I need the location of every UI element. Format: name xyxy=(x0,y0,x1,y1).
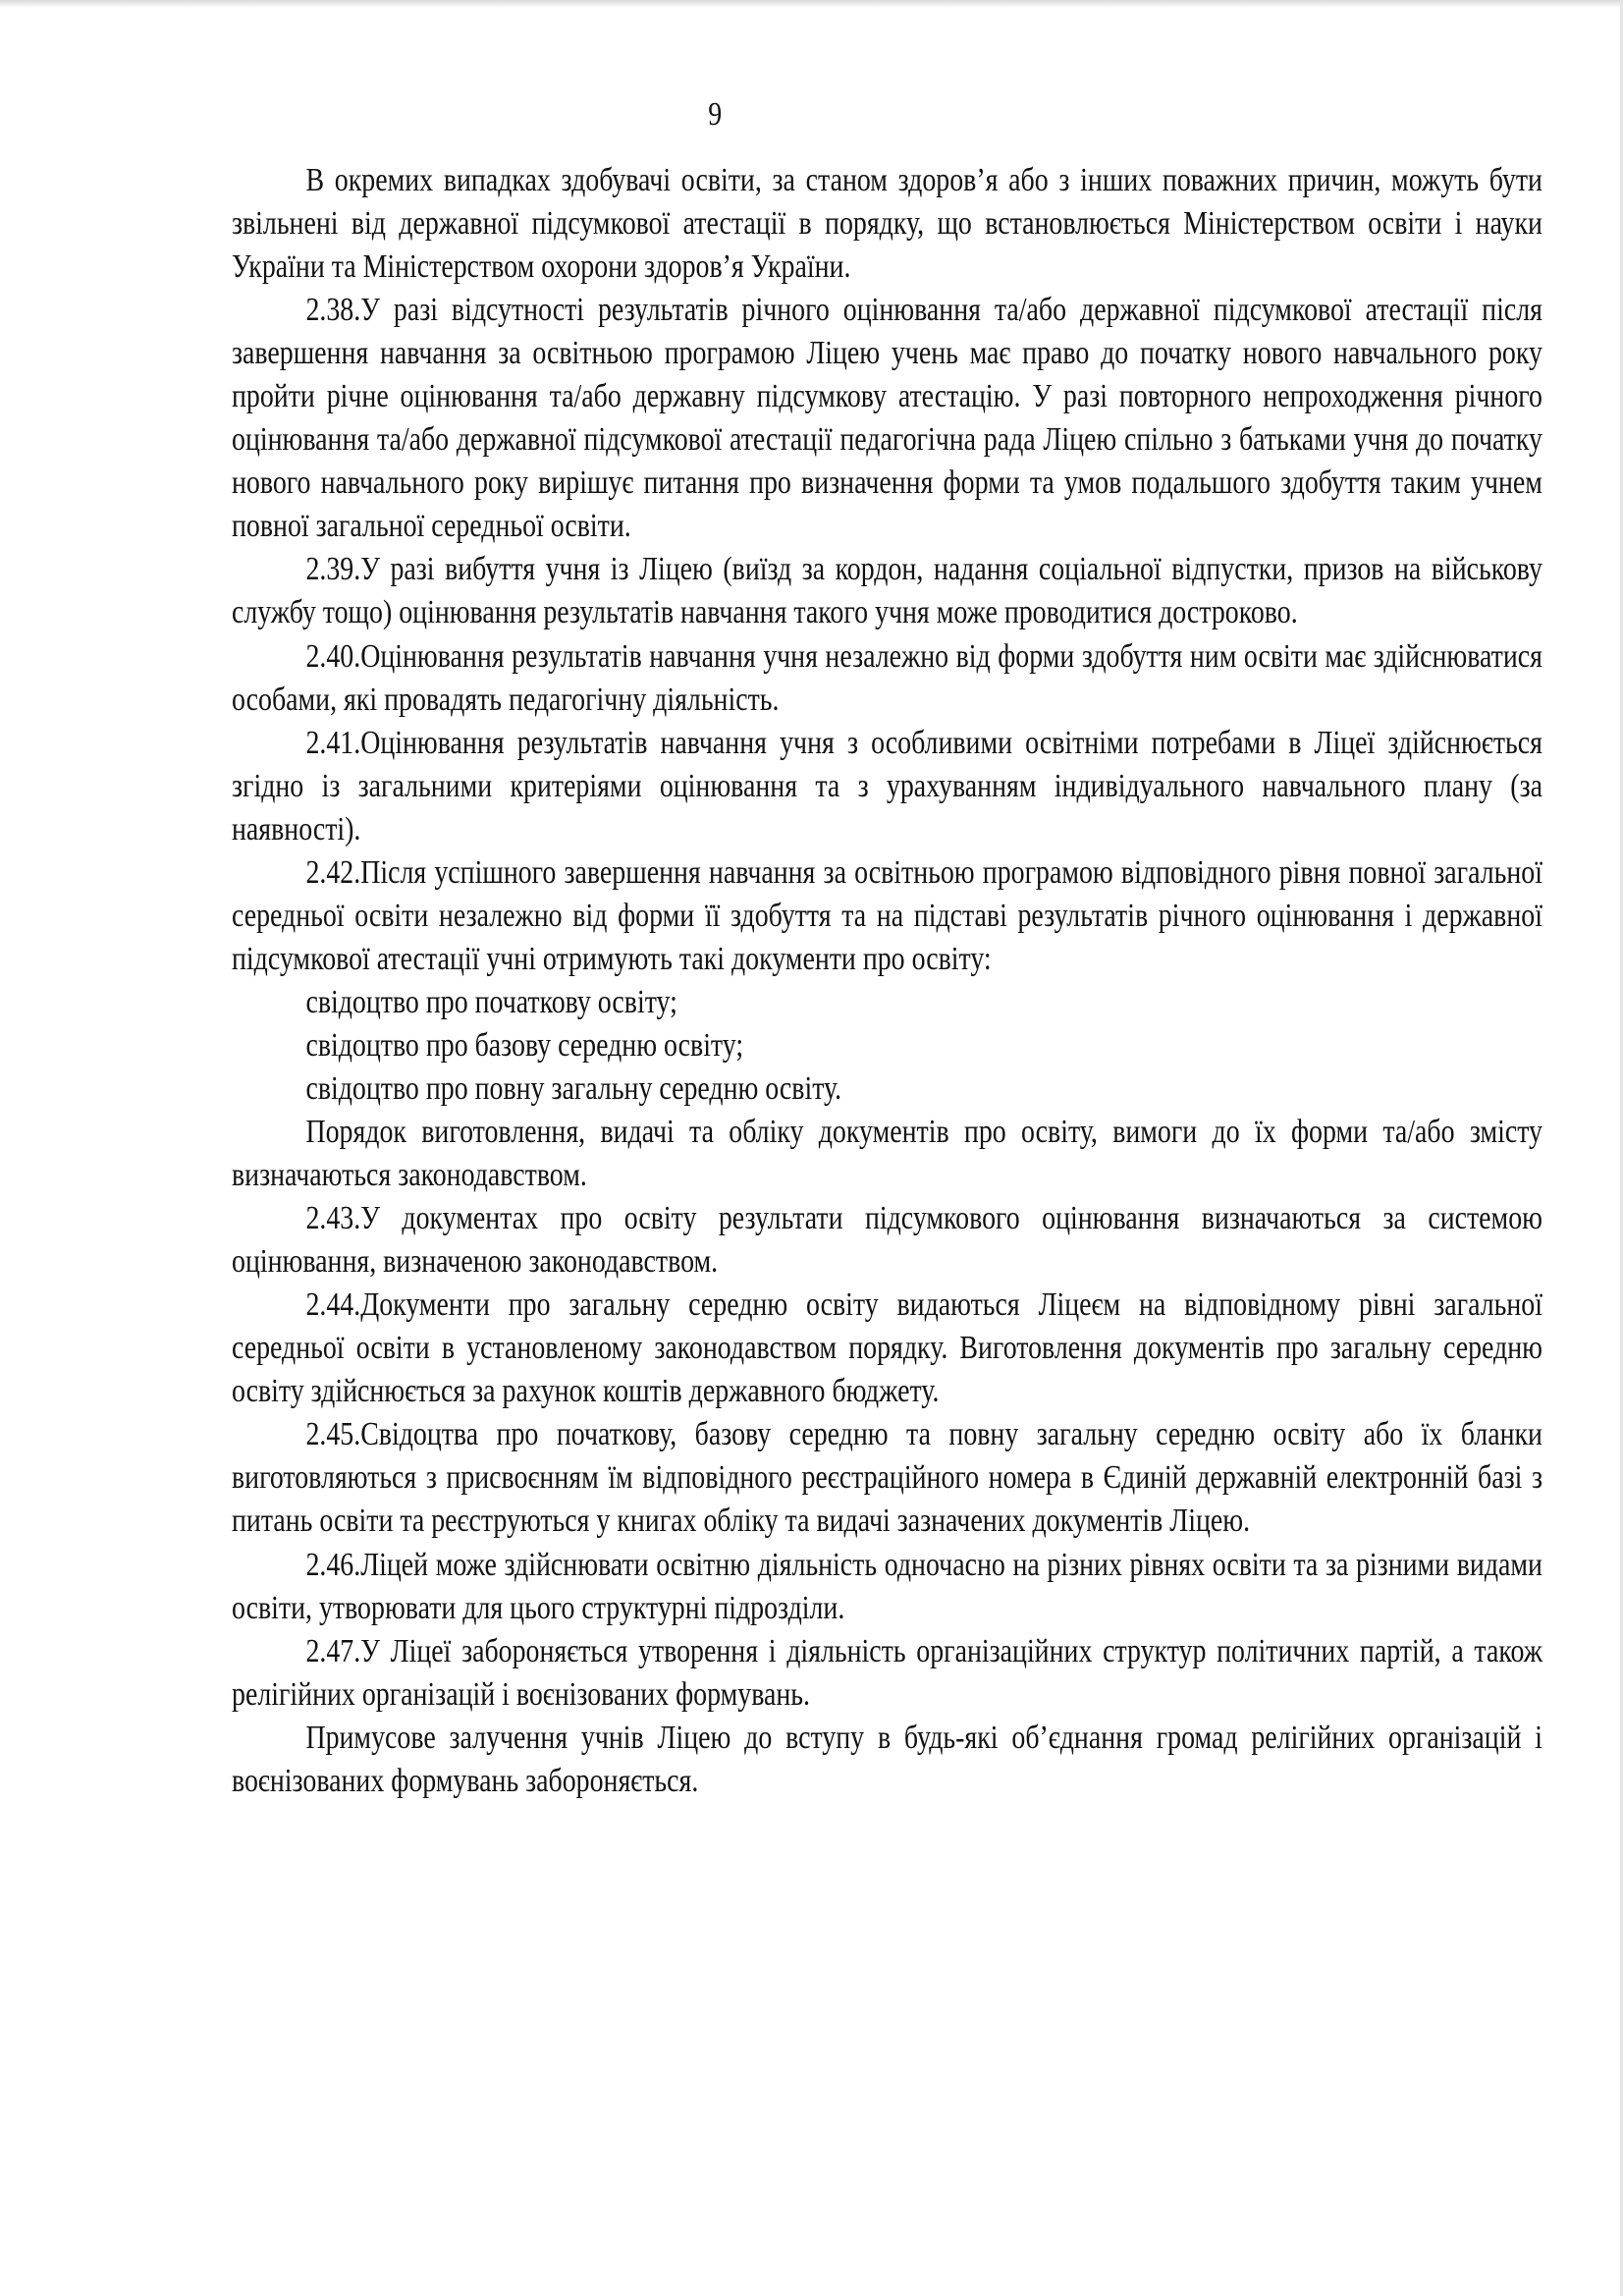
paragraph-number: 2.46. xyxy=(305,1546,361,1583)
paragraph-number: 2.38. xyxy=(305,292,361,329)
paragraph-text: В окремих випадках здобувачі освіти, за станом здоров’я або з інших поважних причин, можуть бути звільнені від державної підсумкової атестації в порядку, що встановлюється Міністерством освіти і науки України та Міністерством охорони здоров’я України. xyxy=(232,162,1542,286)
paragraph-text: У Ліцеї забороняється утворення і діяльність організаційних структур політичних партій, а також релігійних організацій і воєнізованих формувань. xyxy=(232,1632,1542,1713)
paragraph-order xyxy=(232,1111,1542,1197)
paragraph-2-45 xyxy=(232,1413,1542,1543)
paragraph-text: У разі відсутності результатів річного оцінювання та/або державної підсумкової атестації після завершення навчання за освітньою програмою Ліцею учень має право до початку нового навчального року пройти річне оцінювання та/або державну підсумкову атестацію. У разі повторного непроходження річного оцінювання та/або державної підсумкової атестації педагогічна рада Ліцею спільно з батьками учня до початку нового навчального року вирішує питання про визначення форми та умов подальшого здобуття таким учнем повної загальної середньої освіти. xyxy=(232,292,1542,545)
paragraph-2-38 xyxy=(232,289,1542,548)
paragraph-2-43 xyxy=(232,1197,1542,1284)
list-item-text: свідоцтво про початкову освіту; xyxy=(305,983,677,1020)
list-item-primary-certificate xyxy=(232,981,1542,1024)
paragraph-text: У документах про освіту результати підсумкового оцінювання визначаються за системою оцінювання, визначеною законодавством. xyxy=(232,1200,1542,1281)
paragraph-2-40 xyxy=(232,635,1542,722)
paragraph-number: 2.43. xyxy=(305,1200,361,1237)
paragraph-number: 2.42. xyxy=(305,853,361,891)
paragraph-number: 2.47. xyxy=(305,1632,361,1669)
paragraph-number: 2.41. xyxy=(305,724,361,761)
paragraph-text: Ліцей може здійснювати освітню діяльність одночасно на різних рівнях освіти та за різними видами освіти, утворювати для цього структурні підрозділи. xyxy=(232,1546,1542,1626)
paragraph-text: Порядок виготовлення, видачі та обліку документів про освіту, вимоги до їх форми та/або змісту визначаються законодавством. xyxy=(232,1114,1542,1194)
paragraph-2-41 xyxy=(232,722,1542,851)
list-item-text: свідоцтво про базову середню освіту; xyxy=(305,1026,744,1064)
paragraph-2-46 xyxy=(232,1544,1542,1630)
paragraph-text: Оцінювання результатів навчання учня з особливими освітніми потребами в Ліцеї здійснюється згідно із загальними критеріями оцінювання та з урахуванням індивідуального навчального плану (за наявності). xyxy=(232,724,1542,847)
page-number: 9 xyxy=(708,96,723,133)
paragraph-number: 2.45. xyxy=(305,1416,361,1453)
paragraph-text: Свідоцтва про початкову, базову середню та повну загальну середню освіту або їх бланки виготовляються з присвоєнням їм відповідного реєстраційного номера в Єдиній державній електронній базі з питань освіти та реєструються у книгах обліку та видачі зазначених документів Ліцею. xyxy=(232,1416,1542,1540)
list-item-full-certificate xyxy=(232,1067,1542,1111)
paragraph-intro xyxy=(232,159,1542,289)
scan-edge-top xyxy=(0,0,1623,8)
paragraph-2-47 xyxy=(232,1630,1542,1717)
document-body xyxy=(232,159,1542,1803)
paragraph-2-44 xyxy=(232,1284,1542,1413)
paragraph-number: 2.40. xyxy=(305,637,361,675)
paragraph-text: Примусове залучення учнів Ліцею до вступу в будь-які об’єднання громад релігійних організацій і воєнізованих формувань забороняється. xyxy=(232,1719,1542,1799)
paragraph-2-39 xyxy=(232,548,1542,634)
paragraph-text: Після успішного завершення навчання за освітньою програмою відповідного рівня повної загальної середньої освіти незалежно від форми її здобуття та на підставі результатів річного оцінювання і державної підсумкової атестації учні отримують такі документи про освіту: xyxy=(232,853,1542,977)
paragraph-forced-membership xyxy=(232,1717,1542,1803)
paragraph-number: 2.44. xyxy=(305,1286,361,1324)
paragraph-text: Оцінювання результатів навчання учня незалежно від форми здобуття ним освіти має здійснюватися особами, які провадять педагогічну діяльність. xyxy=(232,637,1542,718)
paragraph-text: Документи про загальну середню освіту видаються Ліцеєм на відповідному рівні загальної середньої освіти в установленому законодавством порядку. Виготовлення документів про загальну середню освіту здійснюється за рахунок коштів державного бюджету. xyxy=(232,1286,1542,1410)
paragraph-text: У разі вибуття учня із Ліцею (виїзд за кордон, надання соціальної відпустки, призов на військову службу тощо) оцінювання результатів навчання такого учня може проводитися достроково. xyxy=(232,551,1542,631)
list-item-basic-certificate xyxy=(232,1024,1542,1067)
list-item-text: свідоцтво про повну загальну середню освіту. xyxy=(305,1069,842,1107)
paragraph-2-42 xyxy=(232,851,1542,981)
paragraph-number: 2.39. xyxy=(305,551,361,588)
